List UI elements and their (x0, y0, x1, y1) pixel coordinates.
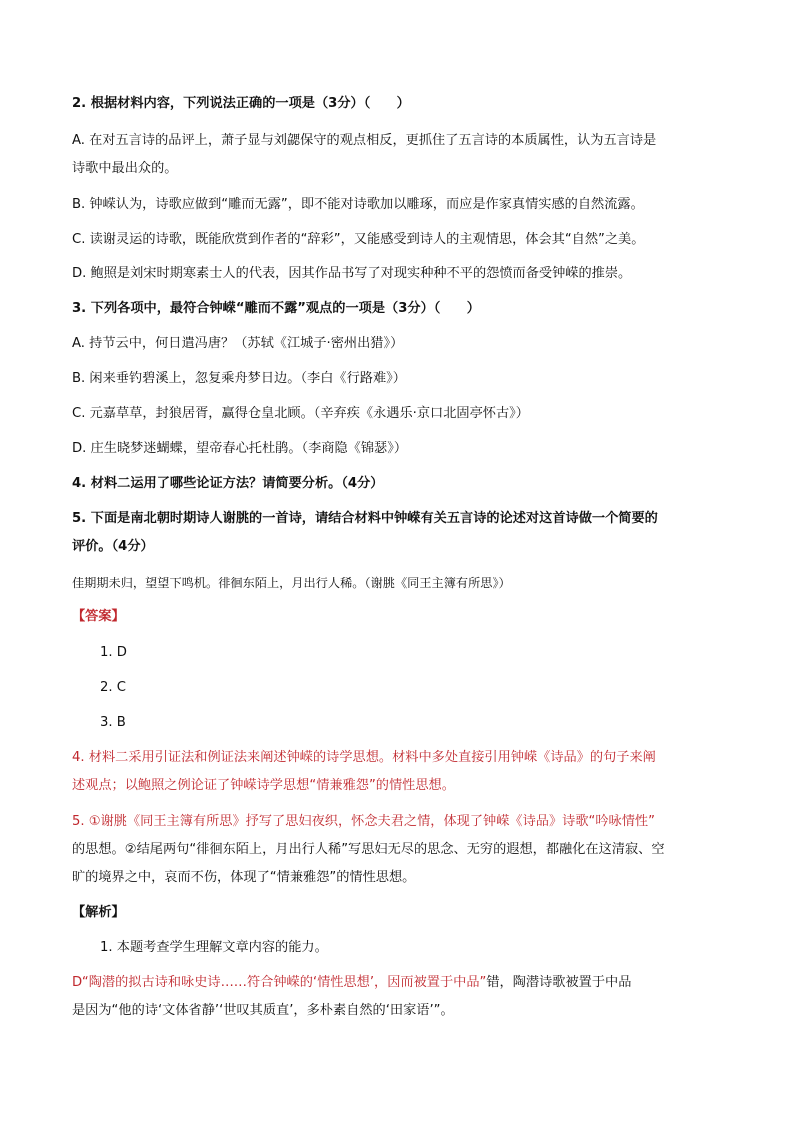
q4-stem: 4. 材料二运用了哪些论证方法？请简要分析。（4分） (72, 476, 384, 491)
answer-5-line3: 旷的境界之中，哀而不伤，体现了“情兼雅怨”的情性思想。 (72, 870, 416, 885)
q3-stem: 3. 下列各项中，最符合钟嵘“雕而不露”观点的一项是（3分）（ ） (72, 301, 480, 316)
answer-4-line2: 述观点；以鲍照之例论证了钟嵘诗学思想“情兼雅怨”的情性思想。 (72, 778, 455, 793)
analysis-2-line2: 是因为“他的诗‘文体省静’‘世叹其质直’，多朴素自然的‘田家语’”。 (72, 1003, 454, 1018)
q5-stem-line1: 5. 下面是南北朝时期诗人谢朓的一首诗，请结合材料中钟嵘有关五言诗的论述对这首诗做一个简要的 (72, 511, 658, 526)
answer-1: 1. D (100, 645, 127, 660)
answer-2: 2. C (100, 680, 126, 695)
answer-heading: 【答案】 (72, 609, 125, 624)
q2-option-a-line1: A. 在对五言诗的品评上，萧子显与刘勰保守的观点相反，更抓住了五言诗的本质属性，认为五言诗是 (72, 133, 657, 148)
q2-stem: 2. 根据材料内容，下列说法正确的一项是（3分）（ ） (72, 96, 410, 111)
q5-poem: 佳期期未归，望望下鸣机。徘徊东陌上，月出行人稀。（谢朓《同王主簿有所思》） (72, 576, 511, 590)
q2-option-c: C. 读谢灵运的诗歌，既能欣赏到作者的“辞彩”，又能感受到诗人的主观情思，体会其“自然”之美。 (72, 232, 645, 247)
analysis-2-line1 (72, 973, 732, 993)
answer-5-line1: 5. ①谢朓《同王主簿有所思》抒写了思妇夜织，怀念夫君之情，体现了钟嵘《诗品》诗歌“吟咏情性” (72, 814, 655, 829)
q3-option-c: C. 元嘉草草，封狼居胥，赢得仓皇北顾。（辛弃疾《永遇乐·京口北固亭怀古》） (72, 406, 529, 421)
q2-option-a-line2: 诗歌中最出众的。 (72, 161, 178, 176)
analysis-1: 1. 本题考查学生理解文章内容的能力。 (100, 940, 328, 955)
analysis-2-quote: D“陶潜的拟古诗和咏史诗……符合钟嵘的‘情性思想’，因而被置于中品” (72, 975, 487, 990)
q3-option-a: A. 持节云中，何日遣冯唐？（苏轼《江城子·密州出猎》） (72, 336, 404, 351)
q3-option-d: D. 庄生晓梦迷蝴蝶，望帝春心托杜鹃。（李商隐《锦瑟》） (72, 441, 408, 456)
answer-5-line2: 的思想。②结尾两句“徘徊东陌上，月出行人稀”写思妇无尽的思念、无穷的遐想，都融化在这清寂、空 (72, 842, 665, 857)
q5-stem-line2: 评价。（4分） (72, 539, 154, 554)
q2-option-b: B. 钟嵘认为，诗歌应做到“雕而无露”，即不能对诗歌加以雕琢，而应是作家真情实感的自然流露。 (72, 197, 644, 212)
analysis-2-rest: 错，陶潜诗歌被置于中品 (486, 975, 632, 990)
analysis-heading: 【解析】 (72, 905, 125, 920)
answer-3: 3. B (100, 715, 126, 730)
q3-option-b: B. 闲来垂钓碧溪上，忽复乘舟梦日边。（李白《行路难》） (72, 371, 406, 386)
answer-4-line1: 4. 材料二采用引证法和例证法来阐述钟嵘的诗学思想。材料中多处直接引用钟嵘《诗品》的句子来阐 (72, 750, 656, 765)
q2-option-d: D. 鲍照是刘宋时期寒素士人的代表，因其作品书写了对现实种种不平的怨愤而备受钟嵘的推崇。 (72, 266, 632, 281)
